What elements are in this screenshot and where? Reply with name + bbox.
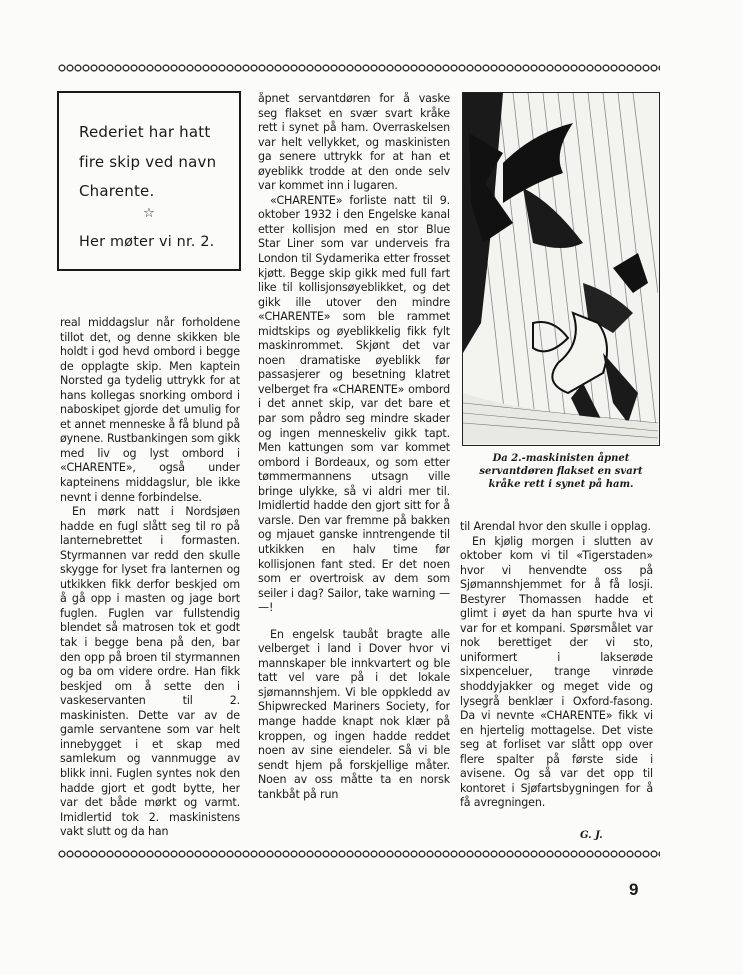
page-number: 9 — [629, 880, 639, 899]
article-column-middle — [258, 92, 450, 840]
info-box-line: Charente. — [79, 182, 155, 200]
author-signature: G. J. — [580, 830, 603, 841]
paragraph: åpnet servantdøren for å vaske seg flakset en svær svart kråke rett i synet på ham. Overraskelsen var helt vellykket, og maskinisten ga senere uttrykk for at han et øyeblikk trodde at den onde selv var kommet inn i lugaren. — [258, 92, 450, 193]
article-column-left — [60, 316, 240, 841]
star-icon: ☆ — [143, 206, 155, 221]
info-box — [57, 91, 241, 271]
info-box-line: Her møter vi nr. 2. — [79, 234, 215, 250]
paragraph: real middagslur når forholdene tillot det, og denne skikken ble holdt i god hevd ombord i begge de opplagte skip. Men kaptein Norsted ga tydelig uttrykk for at hans kollegas snorking ombord i naboskipet gjorde det umulig for et annet menneske å få blund på øynene. Rustbankingen som gikk med liv og lyst ombord i «CHARENTE», også under kapteinens middagslur, ble ikke nevnt i denne forbindelse. — [60, 316, 240, 504]
article-column-right — [460, 520, 653, 840]
paragraph: En kjølig morgen i slutten av oktober kom vi til «Tigerstaden» hvor vi henvendte oss på Sjømannshjemmet for å få losji. Bestyrer Thomassen hadde et glimt i øyet da han spurte hva vi var for et kompani. Spørsmålet var nok berettiget der vi sto, uniformert i lakserøde sixpenceluer, trange vinrøde shoddyjakker og meget vide og lysegrå benklær i Oxford-fasong. Da vi nevnte «CHARENTE» fikk vi en hjertelig mottagelse. Det viste seg at forliset var slått opp over flere spalter på første side i avisene. Og så var det opp til kontoret i Sjøfartsbygningen for å få avregningen. — [460, 534, 653, 810]
illustration-crow-and-machinist — [462, 92, 660, 446]
ornamental-border-bottom — [58, 848, 660, 860]
ornamental-border-top — [58, 62, 660, 74]
paragraph: «CHARENTE» forliste natt til 9. oktober 1932 i den Engelske kanal etter kollisjon med en stor Blue Star Liner som var underveis fra London til Sydamerika etter frosset kjøtt. Begge skip gikk med full fart like til kollisjonsøyeblikket, og det gikk ille utover den mindre «CHARENTE» som ble rammet midtskips og øyeblikkelig fikk fylt maskinrommet. Skjønt det var noen dramatiske øyeblikk før passasjerer og besetning klatret velberget fra «CHARENTE» ombord i det annet skip, var det bare et par som pådro seg mindre skader og ingen menneskeliv gikk tapt. Men kattungen som var kommet ombord i Bordeaux, og som etter tømmermannens utsagn ville bringe ulykke, så vi aldri mer til. Imidlertid hadde den gjort sitt for å varsle. Den var fremme på bakken og mjauet ganske inntrengende til utkikken en halv time før kollisjonen fant sted. Er det noen som er overtroisk av dem som seiler i dag? Sailor, take warning — —! — [258, 193, 450, 615]
paragraph: En mørk natt i Nordsjøen hadde en fugl slått seg til ro på lanternebrettet i formasten. Styrmannen var redd den skulle skygge for lyset fra lanternen og utkikken fikk derfor beskjed om å gå opp i masten og jage bort fuglen. Fuglen var fullstendig blendet så matrosen tok et godt tak i begge bena på den, bar den opp på broen til styrmannen og ba om videre ordre. Han fikk beskjed om å sette den i vaskeservanten til 2. maskinisten. Dette var av de gamle servantene som var helt innebygget i et skap med samlekum og vannmugge av blikk inni. Fuglen syntes nok den hadde gjort et godt bytte, her var det både mørkt og varmt. Imidlertid tok 2. maskinistens vakt slutt og da han — [60, 505, 240, 839]
illustration-drawing — [463, 93, 658, 444]
info-box-line: fire skip ved navn — [79, 153, 217, 171]
info-box-line: Rederiet har hatt — [79, 123, 211, 141]
paragraph: En engelsk taubåt bragte alle velberget i land i Dover hvor vi mannskaper ble innkvartert og ble tatt vel vare på i det lokale sjømannshjem. Vi ble oppkledd av Shipwrecked Mariners Society, for mange hadde knapt nok klær på kroppen, og ingen hadde reddet noen av sine eiendeler. Så vi ble sendt hjem på forskjellige måter. Noen av oss måtte ta en norsk tankbåt på run — [258, 627, 450, 801]
illustration-caption: Da 2.-maskinisten åpnet servantdøren flakset en svart kråke rett i synet på ham. — [479, 453, 643, 490]
paragraph: til Arendal hvor den skulle i opplag. — [460, 520, 651, 533]
